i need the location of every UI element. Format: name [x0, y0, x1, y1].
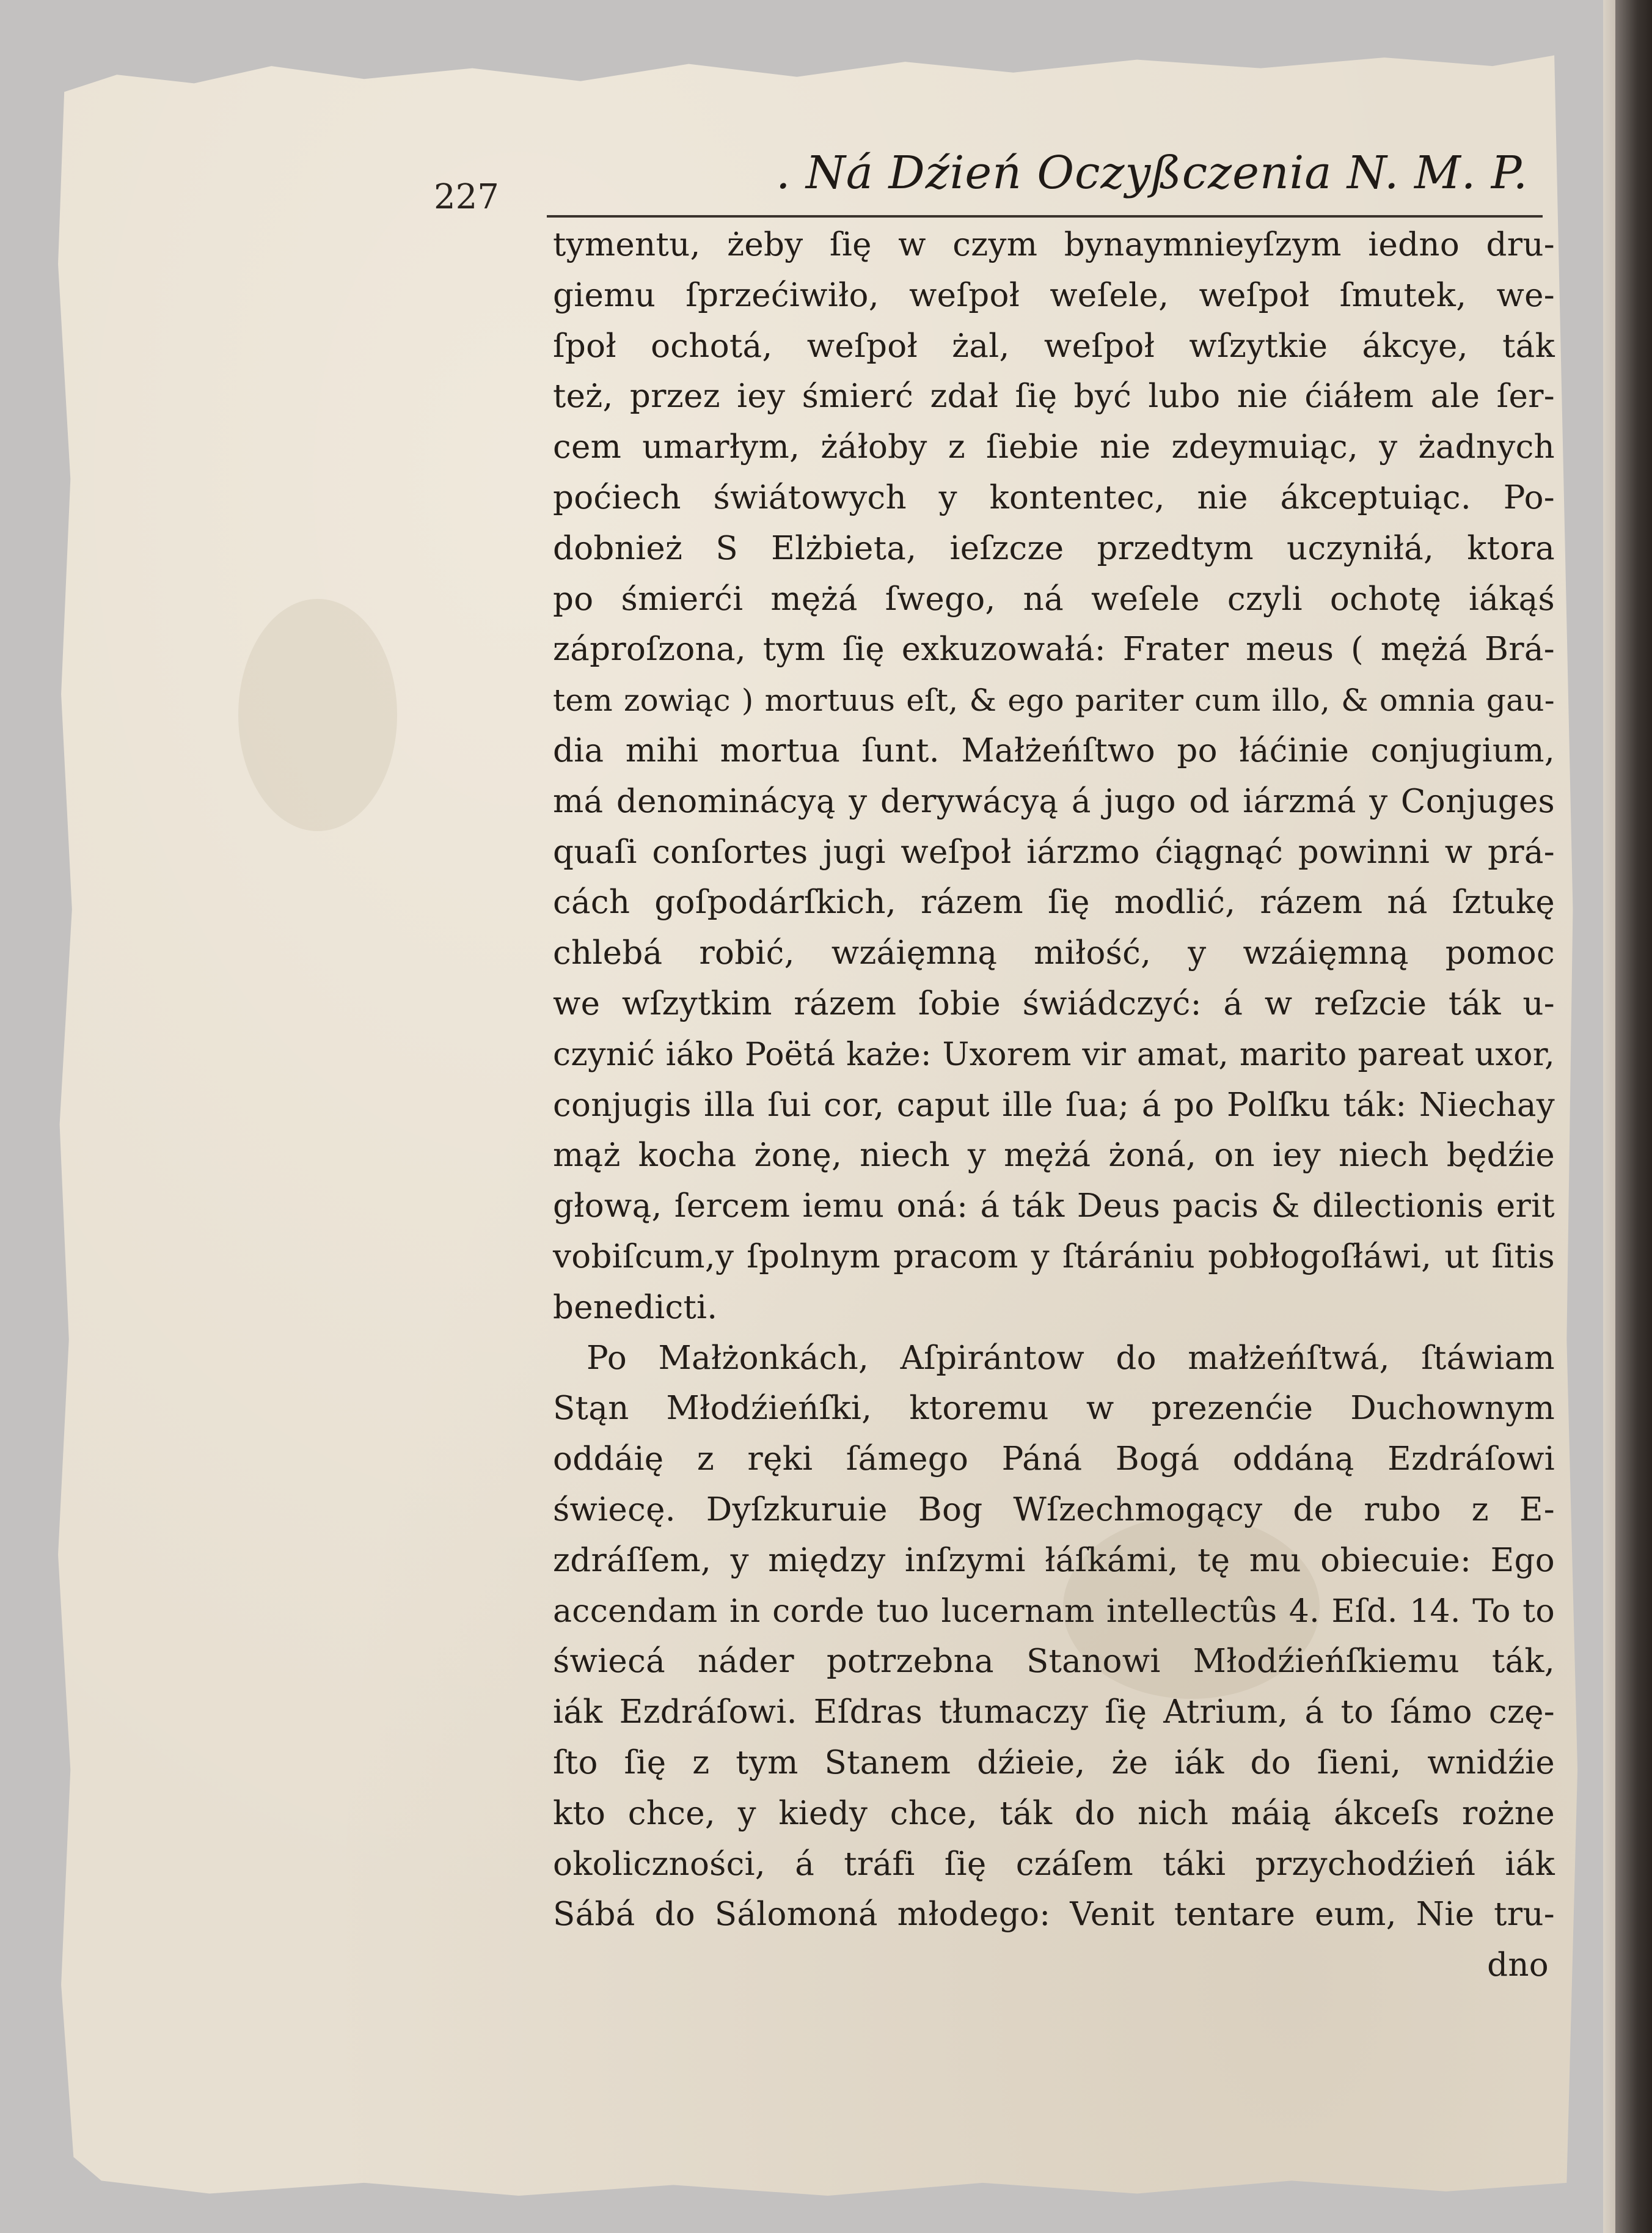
text-line: we wſzytkim rázem ſobie świádczyć: á w reſzcie ták u- — [553, 985, 1555, 1022]
text-line: dobnież S Elżbieta, ieſzcze przedtym uczyniłá, ktora — [553, 529, 1555, 567]
text-line: ſto ſię z tym Stanem dźieie, że iák do ſieni, wnidźie — [553, 1744, 1555, 1781]
text-line: Stąn Młodźieńſki, ktoremu w prezenćie Duchownym — [553, 1390, 1555, 1428]
text-line: też, przez iey śmierć zdał ſię być lubo nie ćiáłem ale ſer- — [553, 378, 1555, 416]
text-line: cem umarłym, żáłoby z ſiebie nie zdeymuiąc, y żadnych — [553, 428, 1555, 466]
text-line: dia mihi mortua ſunt. Małżeńſtwo po łáćinie conjugium, — [553, 732, 1555, 769]
body-text — [553, 220, 1555, 2004]
text-line: mąż kocha żonę, niech y mężá żoná, on iey niech będźie — [553, 1137, 1555, 1175]
text-line: kto chce, y kiedy chce, ták do nich máią ákceſs rożne — [553, 1794, 1555, 1832]
text-line: Po Małżonkách, Aſpirántow do małżeńſtwá, ſtáwiam — [587, 1339, 1555, 1377]
page-number: 227 — [434, 177, 499, 217]
text-line: tymentu, żeby ſię w czym bynaymnieyſzym iedno dru- — [553, 226, 1555, 263]
text-line: czynić iáko Poëtá każe: Uxorem vir amat, marito pareat uxor, — [553, 1036, 1555, 1073]
text-line: quaſi conſortes jugi weſpoł iárzmo ćiągnąć powinni w prá- — [553, 833, 1555, 871]
text-line: głową, ſercem iemu oná: á ták Deus pacis & dilectionis erit — [553, 1187, 1555, 1225]
text-line: po śmierći mężá ſwego, ná weſele czyli ochotę iákąś — [553, 580, 1555, 618]
text-line: zdráſſem, y między inſzymi łáſkámi, tę mu obiecuie: Ego — [553, 1541, 1555, 1579]
text-line: oddáię z ręki ſámego Páná Bogá oddáną Ezdráſowi — [553, 1440, 1555, 1478]
running-title: . Ná Dźień Oczyßczenia N. M. P. — [776, 147, 1529, 199]
text-line: benedicti. — [553, 1288, 718, 1326]
text-line: świecę. Dyſzkuruie Bog Wſzechmogący de rubo z E- — [553, 1491, 1555, 1528]
text-line: Sábá do Sálomoná młodego: Venit tentare eum, Nie tru- — [553, 1896, 1555, 1934]
paper-stain — [238, 599, 397, 831]
text-line: vobiſcum,y ſpolnym pracom y ſtárániu pobłogoſłáwi, ut ſitis — [553, 1238, 1555, 1275]
text-line: má denominácyą y derywácyą á jugo od iárzmá y Conjuges — [553, 782, 1555, 820]
binding-strip — [1615, 0, 1652, 2233]
text-line: cách goſpodárſkich, rázem ſię modlić, rázem ná ſztukę — [553, 884, 1555, 922]
text-line: świecá náder potrzebna Stanowi Młodźieńſkiemu ták, — [553, 1643, 1555, 1681]
text-line: poćiech świátowych y kontentec, nie ákceptuiąc. Po- — [553, 479, 1555, 516]
catchword: dno — [1487, 1946, 1549, 1984]
text-line: conjugis illa ſui cor, caput ille ſua; á po Polſku ták: Niechay — [553, 1086, 1555, 1124]
text-line: giemu ſprzećiwiło, weſpoł weſele, weſpoł ſmutek, we- — [553, 276, 1555, 314]
text-line: accendam in corde tuo lucernam intellectûs 4. Eſd. 14. To to — [553, 1593, 1555, 1630]
text-line: ſpoł ochotá, weſpoł żal, weſpoł wſzytkie ákcye, ták — [553, 327, 1555, 365]
text-line: chlebá robić, wzáięmną miłość, y wzáięmną pomoc — [553, 934, 1555, 972]
text-line: okoliczności, á tráfi ſię czáſem táki przychodźień iák — [553, 1845, 1555, 1883]
text-line: záproſzona, tym ſię exkuzowałá: Frater meus ( mężá Brá- — [553, 631, 1555, 669]
text-line: iák Ezdráſowi. Eſdras tłumaczy ſię Atrium, á to ſámo czę- — [553, 1693, 1555, 1731]
header-rule — [547, 215, 1543, 218]
running-header — [434, 141, 1595, 217]
text-line: tem zowiąc ) mortuus eſt, & ego pariter cum illo, & omnia gau- — [553, 683, 1555, 719]
